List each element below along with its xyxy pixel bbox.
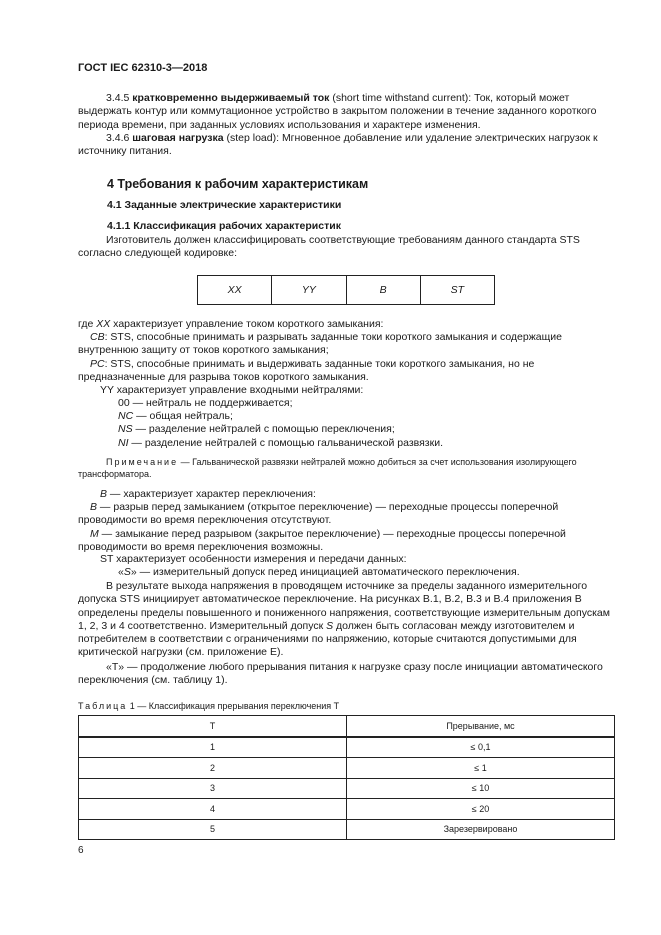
code-00: 00	[118, 397, 130, 409]
table-1-caption	[78, 701, 339, 711]
item-text: — общая нейтраль;	[133, 410, 233, 422]
b-break-before-make	[78, 501, 615, 528]
definition-text: (short time withstand current): Ток, который может выдержать контур или коммутационное устройство в закрытом положении в течение заданного короткого периода времени, при заданных условиях использования и характере изменения.	[78, 92, 597, 131]
yy-item-ni	[78, 437, 615, 450]
clause-number: 3.4.6	[106, 132, 133, 144]
code-s: S	[123, 566, 131, 578]
b-open-text: — разрыв перед замыканием (открытое переключение) — переходные процессы поперечной проводимости во время переключения отсутствуют.	[78, 501, 559, 527]
cb-text: : STS, способные принимать и разрывать заданные токи короткого замыкания и содержащие внутреннюю защиту от токов короткого замыкания;	[78, 331, 562, 357]
code-cell-xx: XX	[198, 276, 272, 304]
code-m: M	[90, 528, 99, 540]
yy-item-00	[78, 397, 615, 410]
s-text: » — измерительный допуск перед инициацией автоматического переключения.	[130, 566, 520, 578]
caption-text: 1 — Классификация прерывания переключения T	[127, 701, 340, 711]
code-xx: XX	[96, 318, 111, 330]
note-label: Примечание	[106, 457, 179, 467]
table-cell: 1	[79, 737, 347, 758]
m-make-before-break	[78, 528, 615, 555]
section-4-1-1-heading: 4.1.1 Классификация рабочих характеристик	[107, 220, 341, 232]
pc-description	[78, 358, 615, 385]
document-header: ГОСТ IEC 62310-3—2018	[78, 62, 208, 74]
code-s-inline: S	[326, 619, 334, 632]
code-nc: NC	[118, 410, 134, 422]
table-cell: 4	[79, 799, 347, 820]
code-cell-yy: YY	[272, 276, 346, 304]
yy-item-nc	[78, 410, 615, 423]
term: кратковременно выдерживаемый ток	[132, 92, 330, 104]
column-header-interruption: Прерывание, мс	[347, 716, 615, 737]
st-s-item	[78, 566, 615, 579]
table-cell: ≤ 20	[347, 799, 615, 820]
m-text: — замыкание перед разрывом (закрытое переключение) — переходные процессы поперечной проводимости во время переключения возможны.	[78, 528, 566, 554]
xx-description	[78, 318, 615, 331]
classification-code-table	[197, 275, 495, 305]
code-b-open: B	[90, 501, 98, 513]
lead-word: где	[78, 318, 97, 330]
code-pc: PC	[90, 358, 105, 370]
term: шаговая нагрузка	[132, 132, 224, 144]
yy-item-ns	[78, 423, 615, 436]
code-ns: NS	[118, 423, 133, 435]
caption-label: Таблица	[78, 701, 128, 711]
st-t-item: «T» — продолжение любого прерывания питания к нагрузке сразу после инициации автоматического переключения (см. таблицу 1).	[78, 661, 603, 687]
table-row	[79, 819, 615, 840]
section-4-heading: 4 Требования к рабочим характеристикам	[107, 177, 369, 191]
table-cell: ≤ 1	[347, 758, 615, 779]
table-header-row	[79, 716, 615, 737]
table-cell: ≤ 0,1	[347, 737, 615, 758]
item-text: — разделение нейтралей с помощью гальванической развязки.	[128, 437, 443, 449]
table-cell: 2	[79, 758, 347, 779]
pc-text: : STS, способные принимать и выдерживать заданные токи короткого замыкания, но не предназначенные для разрыва токов короткого замыкания.	[78, 358, 535, 384]
st-paragraph	[78, 580, 615, 660]
table-row	[79, 737, 615, 758]
column-header-t: T	[79, 716, 347, 737]
cb-description	[78, 331, 615, 358]
table-cell: ≤ 10	[347, 778, 615, 799]
code-cell-st: ST	[450, 284, 465, 296]
table-cell: 3	[79, 778, 347, 799]
para-text: В результате выхода напряжения в проводящем источнике за пределы заданного измерительного допуска STS инициирует автоматическое переключение. На рисунках В.1, В.2, В.3 и В.4 приложения В определены пределы повышенного и пониженного напряжения, соответствующие измерительным допускам 1, 2, 3 и 4 соответственно. Измерительный допуск	[78, 580, 610, 632]
table-cell: 5	[79, 819, 347, 840]
code-ni: NI	[118, 437, 129, 449]
table-cell: Зарезервировано	[347, 819, 615, 840]
para-text-cont: должен быть согласован между изготовителем и потребителем в соответствии с ограничениями по напряжению, которые считаются допустимыми для критической нагрузки (см. приложение Е).	[78, 619, 577, 659]
code-cb: CB	[90, 331, 105, 343]
xx-text: характеризует управление током короткого замыкания:	[110, 318, 384, 330]
definition-3-4-6	[78, 132, 615, 159]
st-description: ST характеризует особенности измерения и передачи данных:	[100, 553, 407, 565]
b-description	[78, 488, 615, 501]
clause-number: 3.4.5	[106, 92, 133, 104]
note	[78, 456, 615, 480]
table-row	[79, 799, 615, 820]
section-4-1-heading: 4.1 Заданные электрические характеристики	[107, 199, 342, 211]
table-1	[78, 715, 615, 840]
yy-description: YY характеризует управление входными нейтралями:	[100, 384, 364, 396]
item-text: — разделение нейтралей с помощью переключения;	[132, 423, 395, 435]
quote-open: «	[118, 566, 124, 578]
b-text: — характеризует характер переключения:	[107, 488, 316, 500]
code-cell-b: B	[347, 276, 421, 304]
table-row	[79, 758, 615, 779]
definition-text: (step load): Мгновенное добавление или удаление электрических нагрузок к источнику питания.	[78, 132, 598, 158]
page-number: 6	[78, 845, 84, 856]
section-4-1-1-intro: Изготовитель должен классифицировать соответствующие требованиям данного стандарта STS согласно следующей кодировке:	[78, 234, 580, 260]
code-b: B	[100, 488, 108, 500]
note-text: — Гальванической развязки нейтралей можно добиться за счет использования изолирующего трансформатора.	[78, 457, 577, 479]
item-text: — нейтраль не поддерживается;	[129, 397, 293, 409]
definition-3-4-5	[78, 92, 615, 132]
table-row	[79, 778, 615, 799]
